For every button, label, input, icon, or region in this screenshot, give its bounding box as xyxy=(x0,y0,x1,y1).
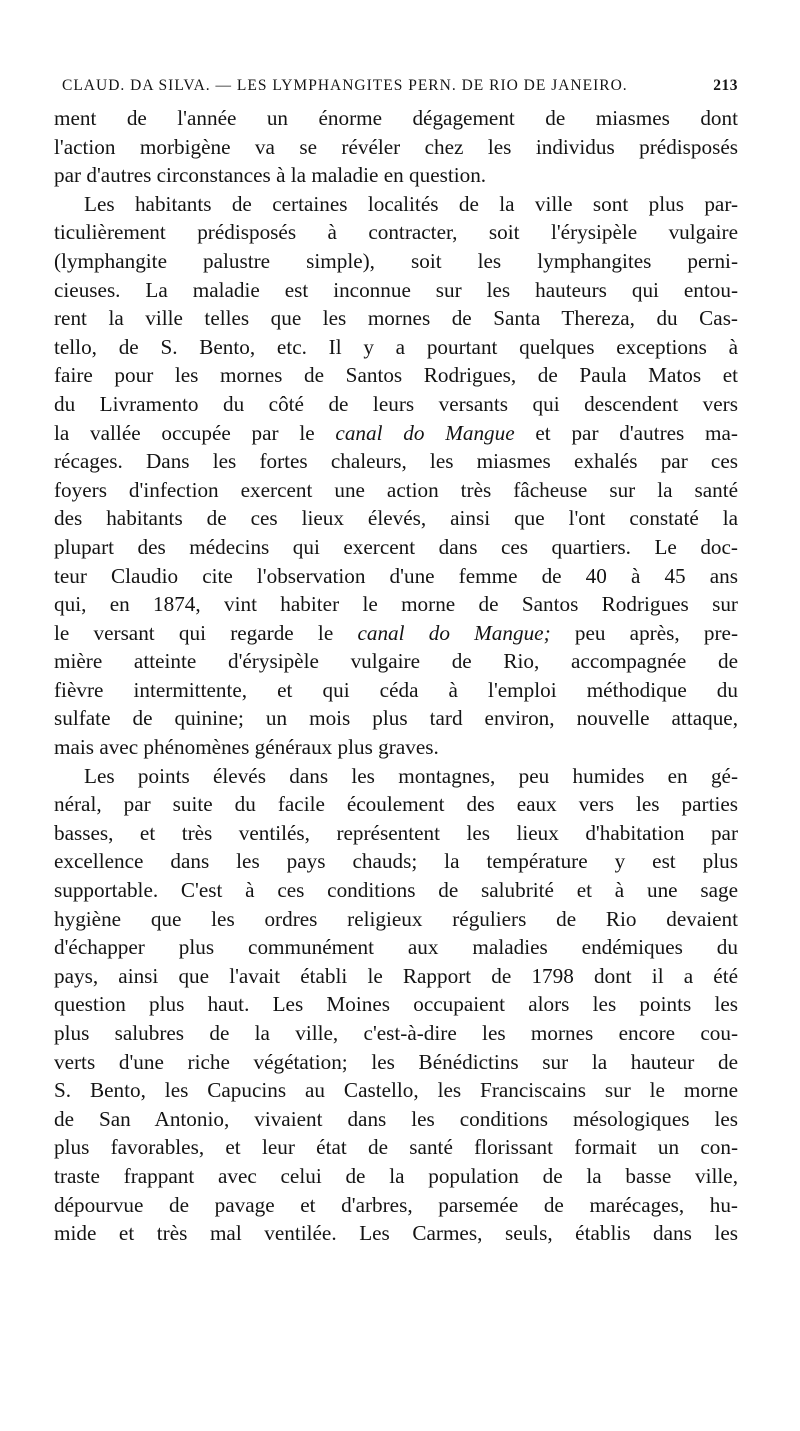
text-line xyxy=(54,590,738,619)
text-run: mais avec phénomènes généraux plus graves. xyxy=(54,735,439,760)
text-line xyxy=(54,361,738,390)
text-line xyxy=(54,619,738,648)
text-line xyxy=(54,304,738,333)
text-run: des habitants de ces lieux élevés, ainsi que l'ont constaté la xyxy=(54,506,738,531)
text-run: foyers d'infection exercent une action très fâcheuse sur la santé xyxy=(54,477,738,502)
text-line xyxy=(54,1133,738,1162)
text-line xyxy=(54,962,738,991)
italic-text: canal do Mangue xyxy=(335,420,515,445)
text-run: récages. Dans les fortes chaleurs, les miasmes exhalés par ces xyxy=(54,449,738,474)
text-line xyxy=(54,419,738,448)
text-run: par d'autres circonstances à la maladie en question. xyxy=(54,163,487,188)
text-line xyxy=(54,905,738,934)
text-line xyxy=(54,562,738,591)
text-run: (lymphangite palustre simple), soit les lymphangites perni- xyxy=(54,248,738,273)
text-line xyxy=(54,1019,738,1048)
text-line xyxy=(54,933,738,962)
text-line xyxy=(54,876,738,905)
text-run: et par d'autres ma- xyxy=(514,420,738,445)
text-line xyxy=(54,333,738,362)
text-run: tello, de S. Bento, etc. Il y a pourtant quelques exceptions à xyxy=(54,334,738,359)
text-run: d'échapper plus communément aux maladies endémiques du xyxy=(54,935,738,960)
running-head-title: CLAUD. DA SILVA. — LES LYMPHANGITES PERN. DE RIO DE JANEIRO. xyxy=(62,77,628,94)
text-run: mière atteinte d'érysipèle vulgaire de Rio, accompagnée de xyxy=(54,649,738,674)
italic-text: canal do Mangue; xyxy=(357,620,551,645)
text-line xyxy=(54,1048,738,1077)
text-line xyxy=(54,990,738,1019)
text-run: fièvre intermittente, et qui céda à l'emploi méthodique du xyxy=(54,677,738,702)
text-run: de San Antonio, vivaient dans les conditions mésologiques les xyxy=(54,1106,738,1131)
text-line xyxy=(54,133,738,162)
text-run: qui, en 1874, vint habiter le morne de Santos Rodrigues sur xyxy=(54,592,738,617)
text-run: ticulièrement prédisposés à contracter, soit l'érysipèle vulgaire xyxy=(54,220,738,245)
text-line xyxy=(54,504,738,533)
text-run: Les points élevés dans les montagnes, peu humides en gé- xyxy=(84,763,738,788)
text-line xyxy=(54,1191,738,1220)
book-page xyxy=(54,70,738,1248)
text-line xyxy=(54,1162,738,1191)
text-run: rent la ville telles que les mornes de Santa Thereza, du Cas- xyxy=(54,306,738,331)
text-line xyxy=(54,847,738,876)
text-run: Les habitants de certaines localités de la ville sont plus par- xyxy=(84,191,738,216)
text-run: dépourvue de pavage et d'arbres, parsemée de marécages, hu- xyxy=(54,1192,738,1217)
text-run: la vallée occupée par le xyxy=(54,420,336,445)
text-line xyxy=(54,533,738,562)
text-line xyxy=(54,1105,738,1134)
text-run: l'action morbigène va se révéler chez les individus prédisposés xyxy=(54,134,738,159)
text-run: plupart des médecins qui exercent dans ces quartiers. Le doc- xyxy=(54,534,738,559)
text-run: peu après, pre- xyxy=(550,620,738,645)
text-run: cieuses. La maladie est inconnue sur les hauteurs qui entou- xyxy=(54,277,738,302)
text-line xyxy=(54,447,738,476)
text-line xyxy=(54,276,738,305)
text-run: excellence dans les pays chauds; la température y est plus xyxy=(54,849,738,874)
text-run: néral, par suite du facile écoulement des eaux vers les parties xyxy=(54,792,738,817)
text-run: traste frappant avec celui de la population de la basse ville, xyxy=(54,1163,738,1188)
text-line xyxy=(54,104,738,133)
text-run: du Livramento du côté de leurs versants qui descendent vers xyxy=(54,391,738,416)
text-run: teur Claudio cite l'observation d'une femme de 40 à 45 ans xyxy=(54,563,738,588)
text-run: plus salubres de la ville, c'est-à-dire les mornes encore cou- xyxy=(54,1021,738,1045)
text-run: le versant qui regarde le xyxy=(54,620,358,645)
text-line xyxy=(54,676,738,705)
text-run: mide et très mal ventilée. Les Carmes, seuls, établis dans les xyxy=(54,1221,738,1246)
body-text xyxy=(54,104,738,1248)
text-run: plus favorables, et leur état de santé florissant formait un con- xyxy=(54,1135,738,1160)
text-line xyxy=(54,790,738,819)
text-line xyxy=(54,218,738,247)
page-number: 213 xyxy=(713,77,738,94)
text-run: S. Bento, les Capucins au Castello, les Franciscains sur le morne xyxy=(54,1078,738,1103)
text-line xyxy=(54,647,738,676)
text-run: supportable. C'est à ces conditions de salubrité et à une sage xyxy=(54,878,738,903)
text-line xyxy=(54,819,738,848)
text-run: sulfate de quinine; un mois plus tard environ, nouvelle attaque, xyxy=(54,706,738,731)
text-line xyxy=(54,247,738,276)
text-line xyxy=(54,161,738,190)
text-run: faire pour les mornes de Santos Rodrigues, de Paula Matos et xyxy=(54,363,738,388)
text-line xyxy=(54,190,738,219)
text-line xyxy=(54,1076,738,1105)
text-run: ment de l'année un énorme dégagement de miasmes dont xyxy=(54,106,738,130)
text-line xyxy=(54,704,738,733)
text-line xyxy=(54,390,738,419)
text-run: hygiène que les ordres religieux réguliers de Rio devaient xyxy=(54,906,738,931)
text-line xyxy=(54,476,738,505)
text-line xyxy=(54,1219,738,1248)
text-run: question plus haut. Les Moines occupaient alors les points les xyxy=(54,992,738,1017)
text-run: pays, ainsi que l'avait établi le Rapport de 1798 dont il a été xyxy=(54,963,738,988)
text-line xyxy=(54,733,738,762)
text-run: basses, et très ventilés, représentent les lieux d'habitation par xyxy=(54,820,738,845)
running-head xyxy=(62,70,738,102)
text-line xyxy=(54,762,738,791)
text-run: verts d'une riche végétation; les Bénédictins sur la hauteur de xyxy=(54,1049,738,1074)
